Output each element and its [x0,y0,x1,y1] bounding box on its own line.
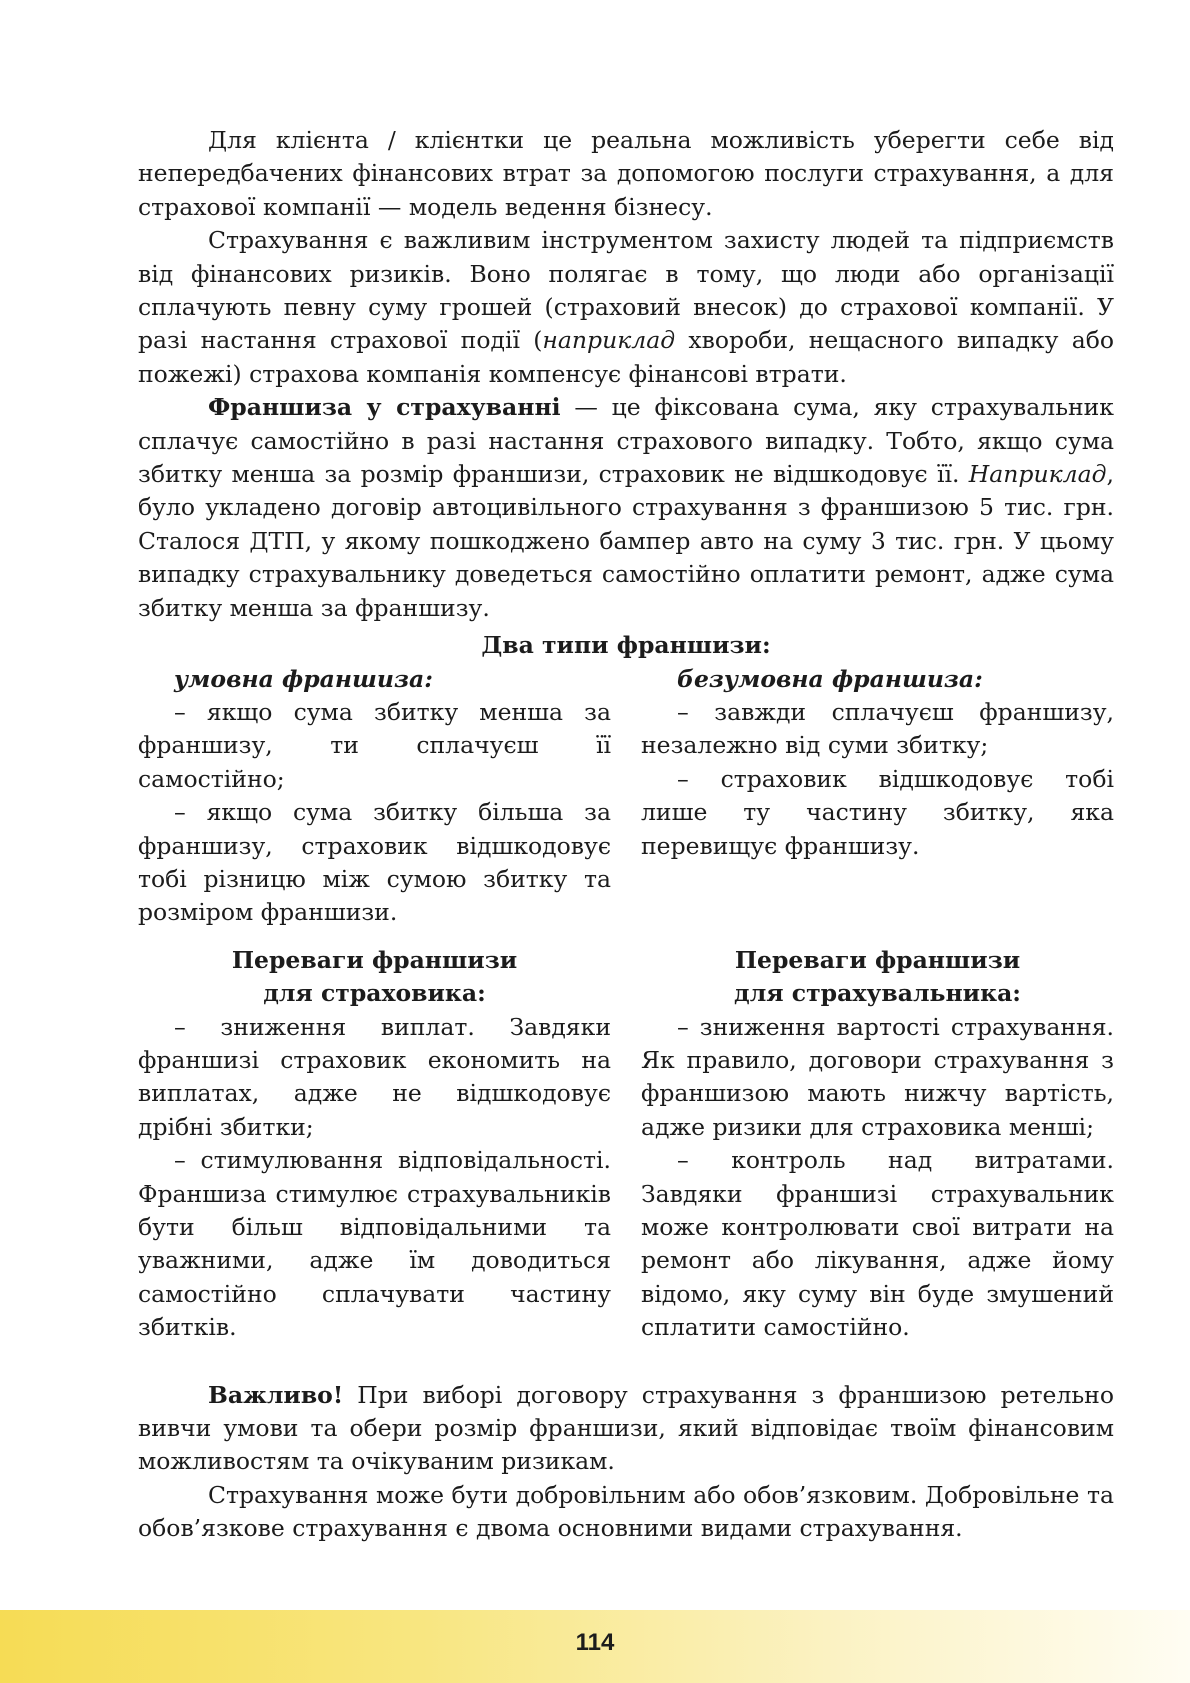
page-number: 114 [575,1629,615,1656]
important-text: При виборі договору страхування з франшизою ретельно вивчи умови та обери розмір франшизи, який відповідає твоїм фінансовим можливостям та очікуваним ризикам. [138,1380,1114,1476]
insured-advantages-title-1: Переваги франшизи [734,945,1021,974]
closing-paragraph: Страхування може бути добровільним або обов’язковим. Добровільне та обов’язкове страхування є двома основними видами страхування. [138,1480,1114,1543]
important-label: Важливо! [208,1380,344,1409]
insurer-advantage-item: – зниження виплат. Завдяки франшизі страховик економить на виплатах, адже не відшкодовує дрібні збитки; [138,1012,611,1141]
insurer-advantages-column [138,944,611,1345]
franchise-term: Франшиза у страхуванні [208,393,561,422]
unconditional-franchise-column [641,663,1114,930]
types-title: Два типи франшизи: [481,631,771,660]
important-note [138,1379,1114,1479]
p2-text-a: Страхування є важливим інструментом захисту людей та підприємств від фінансових ризиків. Воно полягає в тому, що люди або організації сплачують певну суму грошей (страховий внесок) до страхової компанії. У разі настання страхової події ( [138,226,1114,355]
conditional-item: – якщо сума збитку більша за франшизу, страховик відшкодовує тобі різницю між сумою збитку та розміром франшизи. [138,798,611,927]
insurer-advantages-title-2: для страховика: [263,979,486,1008]
insurer-advantages-title-1: Переваги франшизи [231,945,518,974]
franchise-types [138,663,1114,930]
conditional-franchise-column [138,663,611,930]
conditional-item: – якщо сума збитку менша за франшизу, ти сплачуєш її самостійно; [138,697,611,793]
insured-advantages-column [641,944,1114,1345]
franchise-definition [138,391,1114,625]
p3-text-a: — це фіксована сума, яку страхувальник сплачує самостійно в разі настання страхового випадку. Тобто, якщо сума збитку менша за розмір франшизи, страховик не відшкодовує її. [138,393,1114,489]
p2-text-b: хвороби, нещасного випадку або пожежі) страхова компанія компенсує фінансові втрати. [138,326,1114,388]
unconditional-title: безумовна франшиза: [677,664,983,693]
insured-advantage-item: – зниження вартості страхування. Як правило, договори страхування з франшизою мають нижчу вартість, адже ризики для страховика менші; [641,1012,1114,1141]
page-content [138,124,1114,1546]
intro-paragraph-1: Для клієнта / клієнтки це реальна можливість уберегти себе від непередбачених фінансових втрат за допомогою послуги страхування, а для страхової компанії — модель ведення бізнесу. [138,126,1114,221]
unconditional-item: – страховик відшкодовує тобі лише ту частину збитку, яка перевищує франшизу. [641,764,1114,860]
insured-advantage-item: – контроль над витратами. Завдяки франшизі страхувальник може контролювати свої витрати на ремонт або лікування, адже йому відомо, яку суму він буде змушений сплатити самостійно. [641,1146,1114,1342]
p2-italic: наприклад [542,326,676,355]
intro-paragraph-2 [138,224,1114,391]
p3-italic: Наприклад [968,460,1107,489]
insured-advantages-title-2: для страхувальника: [734,979,1021,1008]
unconditional-item: – завжди сплачуєш франшизу, незалежно від суми збитку; [641,697,1114,760]
franchise-advantages [138,944,1114,1345]
insurer-advantage-item: – стимулювання відповідальності. Франшиза стимулює страхувальників бути більш відповідальними та уважними, адже їм доводиться самостійно сплачувати частину збитків. [138,1146,611,1342]
conditional-title: умовна франшиза: [174,664,433,693]
p3-text-b: , було укладено договір автоцивільного страхування з франшизою 5 тис. грн. Сталося ДТП, у якому пошкоджено бампер авто на суму 3 тис. грн. У цьому випадку страхувальнику доведеться самостійно оплатити ремонт, адже сума збитку менша за франшизу. [138,460,1114,622]
